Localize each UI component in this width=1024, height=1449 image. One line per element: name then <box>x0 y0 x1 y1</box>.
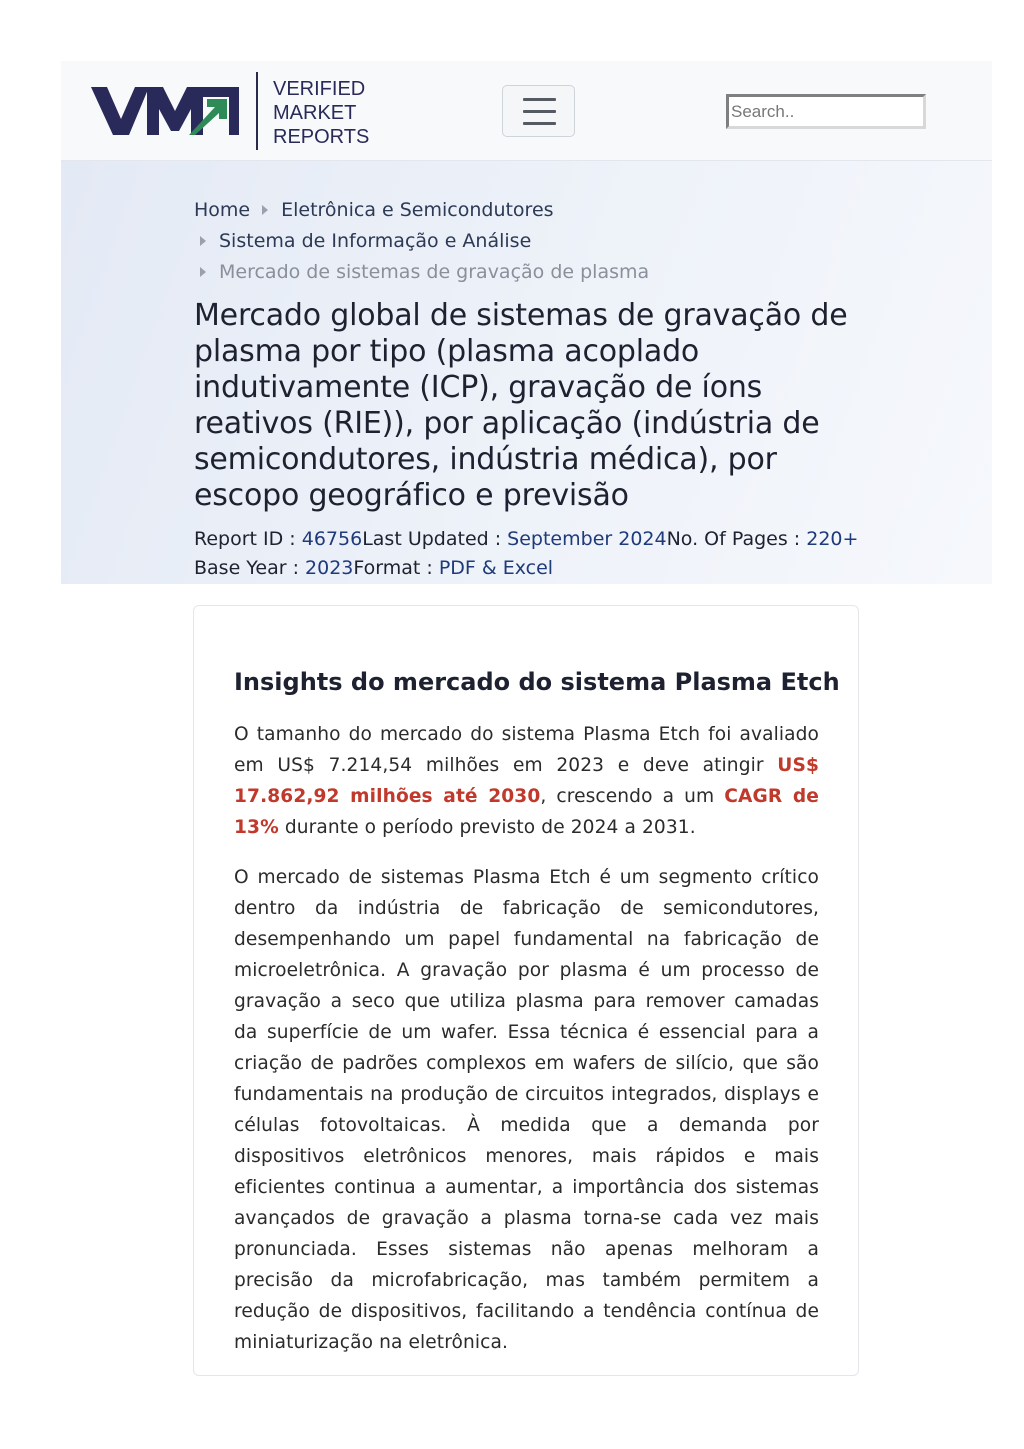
logo-wordmark[interactable] <box>273 77 393 149</box>
chevron-right-icon <box>200 236 206 246</box>
format-label: Format : <box>353 557 439 579</box>
insights-highlight-value: US$ 17.862,92 milhões até 2030 <box>234 755 819 807</box>
report-id-label: Report ID : <box>194 528 302 550</box>
breadcrumb-info-systems[interactable]: Sistema de Informação e Análise <box>219 230 532 252</box>
format-value: PDF & Excel <box>438 557 554 579</box>
breadcrumb-electronics[interactable]: Eletrônica e Semicondutores <box>281 199 554 221</box>
last-updated-value: September 2024 <box>507 528 667 550</box>
logo-line-verified: VERIFIED <box>273 78 366 100</box>
insights-p1-text-c: durante o período previsto de 2024 a 2031. <box>278 817 696 838</box>
insights-p1-text-a: O tamanho do mercado do sistema Plasma Etch foi avaliado em US$ 7.214,54 milhões em 2023 e deve atingir <box>234 724 819 776</box>
site-header <box>61 61 992 161</box>
page-title: Mercado global de sistemas de gravação de plasma por tipo (plasma acoplado indutivamente (ICP), gravação de íons reativos (RIE)), por aplicação (indústria de semicondutores, indústria médica), por escopo geográfico e previsão <box>194 298 848 513</box>
report-meta <box>194 525 858 583</box>
base-year-value: 2023 <box>305 557 354 579</box>
insights-paragraph-2: O mercado de sistemas Plasma Etch é um segmento crítico dentro da indústria de fabricação de semicondutores, desempenhando um papel fundamental na fabricação de microeletrônica. A gravação por plasma é um processo de gravação a seco que utiliza plasma para remover camadas da superfície de um wafer. Essa técnica é essencial para a criação de padrões complexos em wafers de silício, que são fundamentais na produção de circuitos integrados, displays e células fotovoltaicas. À medida que a demanda por dispositivos eletrônicos menores, mais rápidos e mais eficientes continua a aumentar, a importância dos sistemas avançados de gravação a plasma torna-se cada vez mais pronunciada. Esses sistemas não apenas melhoram a precisão da microfabricação, mas também permitem a redução de dispositivos, facilitando a tendência contínua de miniaturização na eletrônica. <box>234 867 819 1353</box>
insights-paragraph-1 <box>234 719 819 843</box>
last-updated-label: Last Updated : <box>362 528 508 550</box>
logo-line-market: MARKET <box>273 102 357 124</box>
logo-line-reports: REPORTS <box>273 126 370 148</box>
base-year-label: Base Year : <box>194 557 306 579</box>
breadcrumb-current: Mercado de sistemas de gravação de plasma <box>219 261 650 283</box>
insights-p1-text-b: , crescendo a um <box>540 786 725 807</box>
insights-highlight-cagr: CAGR de 13% <box>234 786 819 838</box>
insights-heading: Insights do mercado do sistema Plasma Etch <box>234 668 840 696</box>
pages-value: 220+ <box>806 528 859 550</box>
insights-card <box>193 605 859 1376</box>
search-input[interactable] <box>726 94 926 129</box>
report-meta-line-2 <box>194 554 858 583</box>
chevron-right-icon <box>262 205 268 215</box>
chevron-right-icon <box>200 267 206 277</box>
logo-divider <box>256 72 258 150</box>
report-id-value: 46756 <box>301 528 363 550</box>
menu-toggle-button[interactable] <box>502 85 575 137</box>
report-meta-line-1 <box>194 525 858 554</box>
breadcrumb-home[interactable]: Home <box>194 199 251 221</box>
report-hero <box>61 161 992 584</box>
vmr-logo-icon[interactable] <box>91 85 239 137</box>
pages-label: No. Of Pages : <box>666 528 807 550</box>
breadcrumb <box>194 195 649 288</box>
